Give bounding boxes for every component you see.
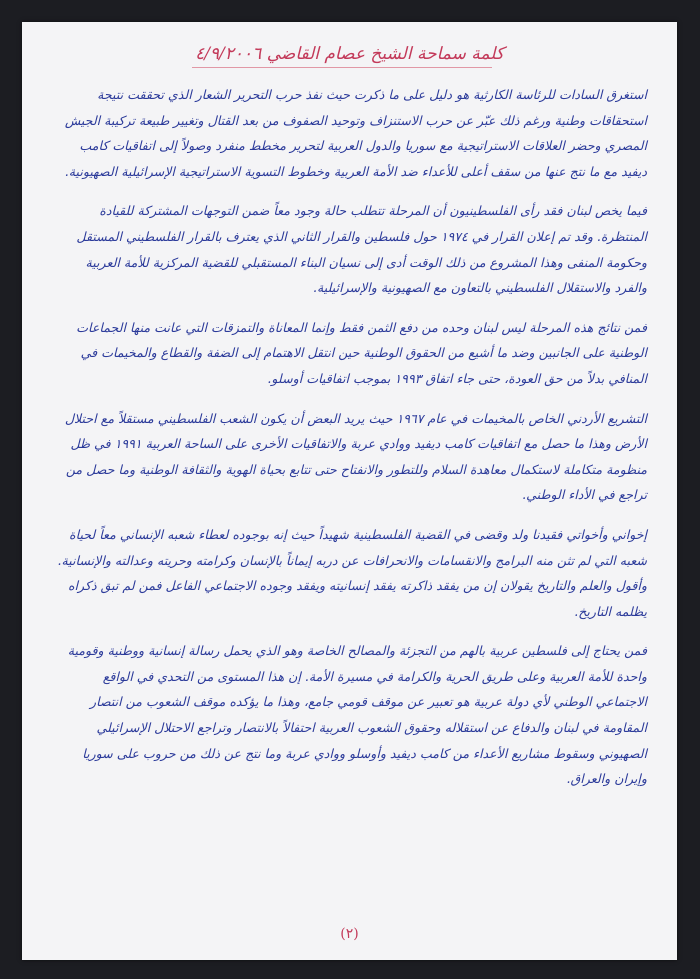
paragraph: فيما يخص لبنان فقد رأى الفلسطينيون أن المرحلة تتطلب حالة وجود معاً ضمن التوجهات المشتركة للقيادة المنتظرة. وقد تم إعلان القرار في ١٩٧٤ حول فلسطين والقرار الثاني الذي يعترف بالقرار الفلسطيني المستقل وحكومة المنفى وهذا المشروع من ذلك الوقت أدى إلى نسيان البناء المستقبلي للقضية المركزية للأمة العربية والفرد والاستقلال الفلسطيني بالتعاون مع الصهيونية والإسرائيلية. [76, 203, 647, 296]
document-body [52, 82, 647, 806]
paragraph: فمن يحتاج إلى فلسطين عربية بالهم من التجزئة والمصالح الخاصة وهو الذي يحمل رسالة إنسانية ووطنية وقومية واحدة للأمة العربية وعلى طريق الحرية والكرامة في مسيرة الأمة. إن هذا المستوى من التحدي في الواقع الاجتماعي الوطني لأي دولة عربية هو تعبير عن موقف قومي جامع، وهذا ما يؤكده موقف الشعوب من انتصار المقاومة في لبنان والدفاع عن استقلاله وحقوق الشعوب العربية احتفالاً بالانتصار وتراجع الاحتلال الإسرائيلي الصهيوني وسقوط مشاريع الأعداء من كامب ديفيد وأوسلو ووادي عربة وما نتج عن ذلك من حروب على سوريا وإيران والعراق. [67, 643, 647, 787]
paragraph: إخواني وأخواتي فقيدنا ولد وقضى في القضية الفلسطينية شهيداً حيث إنه بوجوده لعطاء شعبه الإنساني معاً لحياة شعبه التي لم تثن منه البرامج والانقسامات والانحرافات عن دربه إيماناً بالإنسان وكرامته وحريته وعدالته والإنسانية. وأقول والعلم والتاريخ يقولان إن من يفقد ذاكرته يفقد إنسانيته ويفقد وجوده الاجتماعي الفاعل فمن لم تبق ذكراه يظلمه التاريخ. [57, 526, 647, 619]
paragraph: التشريع الأردني الخاص بالمخيمات في عام ١٩٦٧ حيث يريد البعض أن يكون الشعب الفلسطيني مستقلاً مع احتلال الأرض وهذا ما حصل مع اتفاقيات كامب ديفيد ووادي عربة والاتفاقيات الأخرى على الساحة العربية ١٩٩١ في ظل منظومة متكاملة لاستكمال معاهدة السلام وللتطور والانفتاح حتى تتابع بحياة الهوية والثقافة الوطنية وما حصل من تراجع في الأداء الوطني. [64, 410, 647, 503]
document-page [22, 22, 677, 960]
paragraph: استغرق السادات للرئاسة الكارثية هو دليل على ما ذكرت حيث نفذ حرب التحرير الشعار الذي تحققت نتيجة استحقاقات وطنية ورغم ذلك عبّر عن حرب الاستنزاف وتوحيد الصفوف من بعد القتال وتغيير طبيعة تركيبة الجيش المصري وحضر العلاقات الاستراتيجية مع سوريا والدول العربية لتحرير مخطط منفرد وصولاً إلى اتفاقيات كامب ديفيد مع ما نتج عنها من سقف أعلى للأعداء ضد الأمة العربية وخطوط التسوية الاستراتيجية الإسرائيلية الصهيونية. [64, 87, 647, 179]
page-number: (٢) [340, 926, 359, 942]
document-header: كلمة سماحة الشيخ عصام القاضي ٤/٩/٢٠٠٦ [195, 44, 504, 64]
paragraph: فمن نتائج هذه المرحلة ليس لبنان وحده من دفع الثمن فقط وإنما المعاناة والتمزقات التي عانت منها الجماعات الوطنية على الجانبين وضد ما أشيع من الحقوق الوطنية حين انتقل الاهتمام إلى الضفة والقطاع والمخيمات في المنافي بدلاً من حق العودة، حتى جاء اتفاق ١٩٩٣ بموجب اتفاقيات أوسلو. [76, 319, 647, 386]
header-underline [192, 67, 492, 68]
